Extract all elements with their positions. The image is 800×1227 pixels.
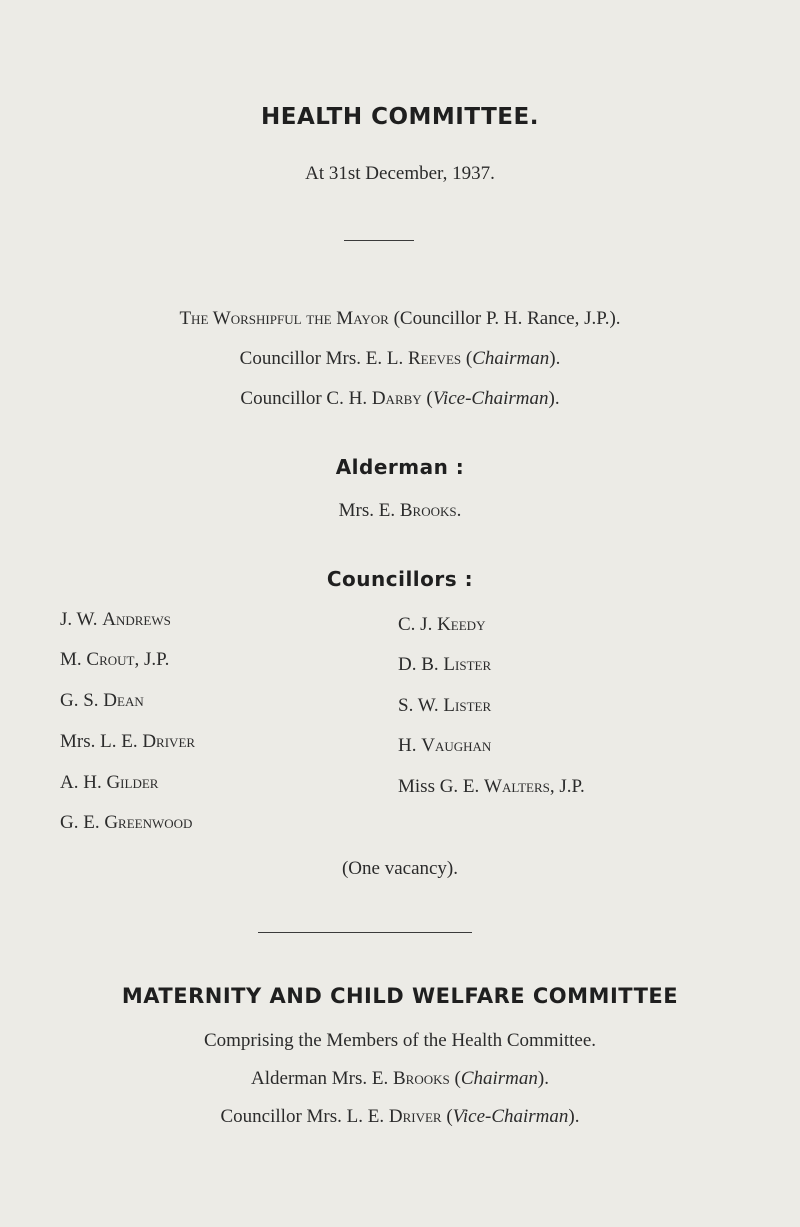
officer-chairman-name: Reeves bbox=[408, 348, 462, 369]
maternity-vice-chairman-prefix: Councillor Mrs. L. E. bbox=[220, 1106, 389, 1127]
officer-mayor-title: The Worshipful the Mayor bbox=[179, 308, 389, 329]
alderman-prefix: Mrs. E. bbox=[338, 500, 400, 521]
councillor-left-6 bbox=[60, 812, 192, 834]
vacancy-note: (One vacancy). bbox=[341, 858, 459, 879]
councillor-name: Vaughan bbox=[421, 735, 492, 756]
alderman-member bbox=[0, 500, 800, 522]
councillor-prefix: H. bbox=[398, 735, 422, 756]
councillor-prefix: C. J. bbox=[398, 614, 438, 635]
officer-chairman-close: ). bbox=[549, 348, 561, 369]
maternity-comprising: Comprising the Members of the Health Committee. bbox=[203, 1030, 597, 1051]
councillor-right-5 bbox=[398, 776, 585, 798]
councillors-heading: Councillors : bbox=[326, 567, 474, 591]
maternity-vice-chairman-open: ( bbox=[441, 1106, 453, 1127]
divider-long bbox=[258, 932, 472, 933]
councillor-right-1 bbox=[398, 614, 485, 636]
health-committee-date: At 31st December, 1937. bbox=[305, 163, 495, 184]
officer-vice-chairman-role: Vice-Chairman bbox=[432, 388, 549, 409]
officer-vice-chairman-prefix: Councillor C. H. bbox=[240, 388, 372, 409]
councillor-prefix: A. H. bbox=[60, 772, 107, 793]
councillor-prefix: Mrs. L. E. bbox=[60, 731, 143, 752]
councillor-name: Gilder bbox=[106, 772, 159, 793]
councillor-left-4 bbox=[60, 731, 195, 753]
councillor-right-2 bbox=[398, 654, 491, 676]
maternity-chairman-role: Chairman bbox=[460, 1068, 538, 1089]
officer-vice-chairman-name: Darby bbox=[371, 388, 422, 409]
councillor-left-5 bbox=[60, 772, 158, 794]
alderman-heading: Alderman : bbox=[335, 455, 465, 479]
maternity-vice-chairman-close: ). bbox=[568, 1106, 580, 1127]
maternity-vice-chairman bbox=[0, 1106, 800, 1128]
councillor-name: Keedy bbox=[437, 614, 486, 635]
councillor-name: Lister bbox=[443, 654, 492, 675]
officer-chairman-prefix: Councillor Mrs. E. L. bbox=[239, 348, 408, 369]
maternity-chairman-close: ). bbox=[537, 1068, 549, 1089]
maternity-chairman-name: Brooks bbox=[392, 1068, 450, 1089]
councillor-prefix: Miss G. E. bbox=[398, 776, 485, 797]
councillor-name: Greenwood bbox=[104, 812, 193, 833]
maternity-chairman bbox=[0, 1068, 800, 1090]
councillor-name: Andrews bbox=[102, 609, 171, 630]
divider-short bbox=[344, 240, 414, 241]
officer-vice-chairman-open: ( bbox=[421, 388, 433, 409]
maternity-chairman-open: ( bbox=[449, 1068, 461, 1089]
maternity-chairman-prefix: Alderman Mrs. E. bbox=[251, 1068, 393, 1089]
officer-chairman-open: ( bbox=[461, 348, 473, 369]
councillor-name: Dean bbox=[103, 690, 144, 711]
councillor-name: Crout bbox=[86, 649, 135, 670]
councillor-left-3 bbox=[60, 690, 144, 712]
officer-mayor bbox=[0, 308, 800, 330]
councillor-right-4 bbox=[398, 735, 491, 757]
councillor-name: Walters bbox=[484, 776, 550, 797]
councillor-left-2 bbox=[60, 649, 169, 671]
councillor-prefix: G. E. bbox=[60, 812, 105, 833]
councillor-name: Lister bbox=[443, 695, 492, 716]
maternity-committee-title: MATERNITY AND CHILD WELFARE COMMITTEE bbox=[121, 984, 679, 1008]
councillor-suffix: , J.P. bbox=[134, 649, 170, 670]
officer-chairman-role: Chairman bbox=[472, 348, 550, 369]
health-committee-title: HEALTH COMMITTEE. bbox=[261, 104, 539, 130]
maternity-vice-chairman-role: Vice-Chairman bbox=[452, 1106, 569, 1127]
councillor-prefix: J. W. bbox=[60, 609, 103, 630]
officer-vice-chairman bbox=[0, 388, 800, 410]
councillor-prefix: G. S. bbox=[60, 690, 104, 711]
councillor-suffix: , J.P. bbox=[549, 776, 585, 797]
councillor-left-1 bbox=[60, 609, 171, 631]
councillor-prefix: M. bbox=[60, 649, 87, 670]
councillor-right-3 bbox=[398, 695, 491, 717]
alderman-name: Brooks bbox=[399, 500, 457, 521]
councillor-prefix: D. B. bbox=[398, 654, 444, 675]
councillor-prefix: S. W. bbox=[398, 695, 444, 716]
alderman-suffix: . bbox=[456, 500, 462, 521]
officer-chairman bbox=[0, 348, 800, 370]
officer-mayor-detail: (Councillor P. H. Rance, J.P.). bbox=[388, 308, 621, 329]
councillor-name: Driver bbox=[142, 731, 196, 752]
maternity-vice-chairman-name: Driver bbox=[388, 1106, 442, 1127]
officer-vice-chairman-close: ). bbox=[548, 388, 560, 409]
